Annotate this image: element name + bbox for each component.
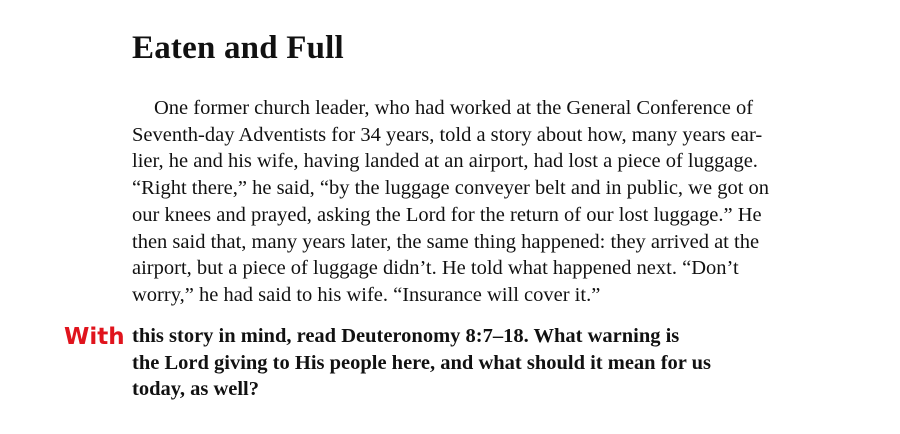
paragraph-line: Seventh-day Adventists for 34 years, told a story about how, many years ear- — [132, 123, 763, 146]
question-line: today, as well? — [132, 378, 259, 401]
paragraph-line: “Right there,” he said, “by the luggage conveyer belt and in public, we got on — [132, 177, 770, 200]
question-text — [132, 323, 824, 403]
story-paragraph — [132, 95, 812, 309]
paragraph-line: One former church leader, who had worked at the General Conference of — [154, 97, 754, 119]
paragraph-line: worry,” he had said to his wife. “Insurance will cover it.” — [132, 283, 601, 306]
paragraph-line: airport, but a piece of luggage didn’t. He told what happened next. “Don’t — [132, 257, 739, 280]
paragraph-line: then said that, many years later, the same thing happened: they arrived at the — [132, 230, 760, 253]
question-label: With — [64, 324, 125, 350]
paragraph-line: lier, he and his wife, having landed at an airport, had lost a piece of luggage. — [132, 150, 758, 173]
question-line: this story in mind, read Deuteronomy 8:7–18. What warning is — [132, 325, 680, 347]
question-line: the Lord giving to His people here, and what should it mean for us — [132, 351, 712, 374]
paragraph-line: our knees and prayed, asking the Lord for the return of our lost luggage.” He — [132, 203, 762, 226]
section-title: Eaten and Full — [132, 30, 344, 66]
